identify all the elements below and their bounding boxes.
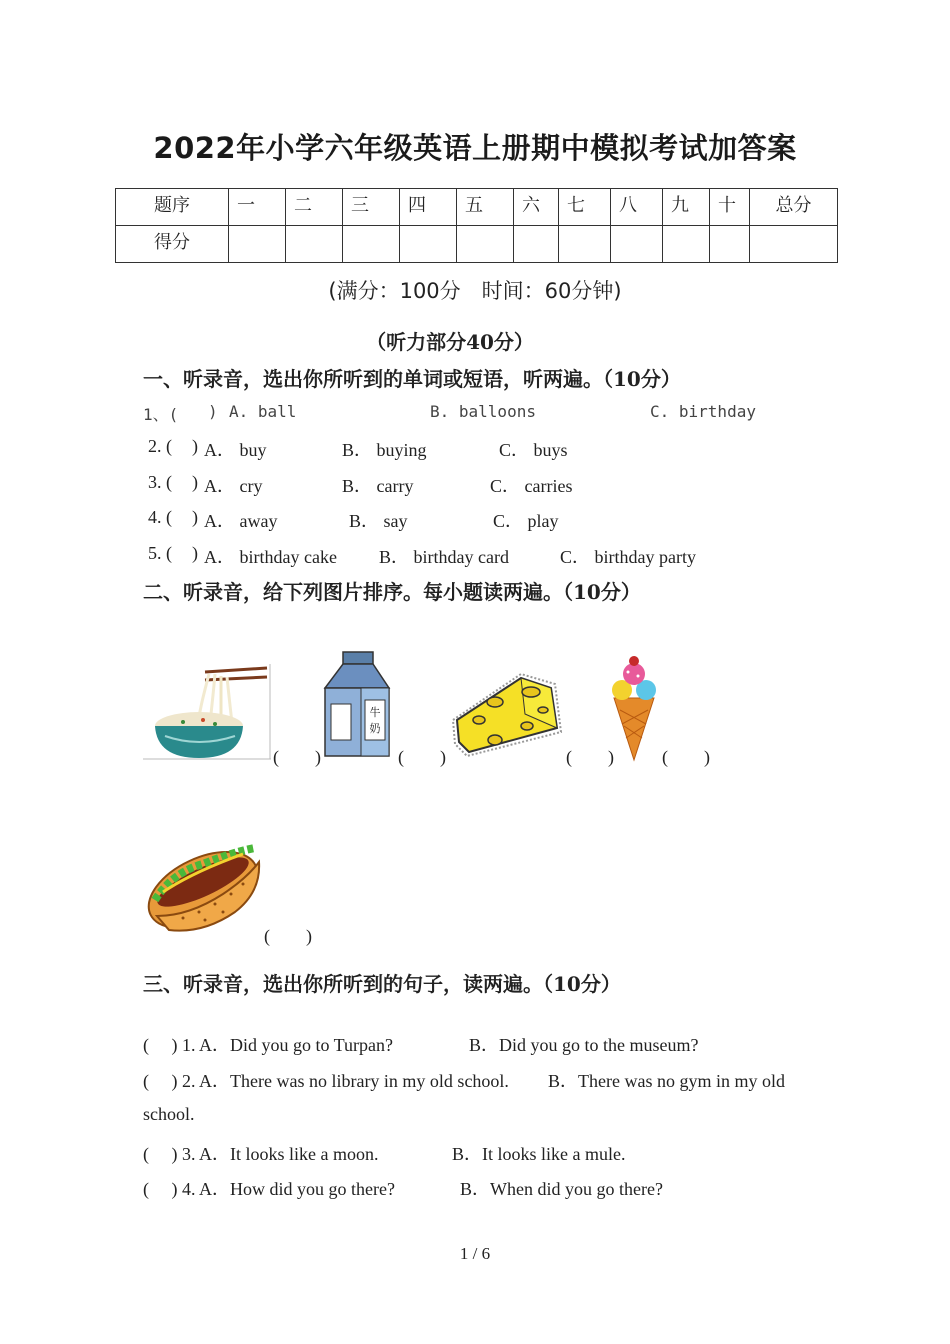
score-cell[interactable] xyxy=(286,226,343,263)
question-num: 5. ( xyxy=(148,543,172,563)
option-b: B． say xyxy=(349,511,408,531)
sentence-option-b: B．Did you go to the museum? xyxy=(469,1035,699,1055)
option-c: C． birthday party xyxy=(560,547,696,567)
answer-blank-5[interactable]: ( ) xyxy=(264,926,312,946)
score-cell[interactable] xyxy=(559,226,611,263)
option-c: C. birthday xyxy=(650,402,756,421)
score-table-col: 一 xyxy=(229,189,286,226)
score-cell[interactable] xyxy=(343,226,400,263)
score-cell[interactable] xyxy=(457,226,514,263)
cheese-picture xyxy=(443,668,567,760)
question-close: ) xyxy=(192,507,198,527)
score-cell[interactable] xyxy=(663,226,710,263)
score-table-col: 五 xyxy=(457,189,514,226)
option-b: B． buying xyxy=(342,440,427,460)
answer-blank-4[interactable]: ( ) xyxy=(662,747,710,767)
question-num: 3. ( xyxy=(148,472,172,492)
listening-part-label: （听力部分40分） xyxy=(366,330,534,354)
score-table-col: 四 xyxy=(400,189,457,226)
answer-blank-1[interactable]: ( ) xyxy=(273,747,321,767)
score-table-col: 十 xyxy=(710,189,750,226)
score-table-col: 九 xyxy=(663,189,710,226)
score-table-col: 六 xyxy=(514,189,559,226)
score-table-header-row xyxy=(116,189,838,226)
score-table-total-label: 总分 xyxy=(750,189,838,226)
score-table-header-label: 题序 xyxy=(116,189,229,226)
score-cell[interactable] xyxy=(710,226,750,263)
question-num: 2. ( xyxy=(148,436,172,456)
score-table-col: 三 xyxy=(343,189,400,226)
option-b: B. balloons xyxy=(430,402,536,421)
score-cell[interactable] xyxy=(514,226,559,263)
score-cell-total[interactable] xyxy=(750,226,838,263)
option-c: C． play xyxy=(493,511,559,531)
score-cell[interactable] xyxy=(400,226,457,263)
score-table xyxy=(115,188,838,263)
sentence-option-b: B．It looks like a mule. xyxy=(452,1144,626,1164)
question-close: ) xyxy=(192,472,198,492)
hot-dog-picture xyxy=(143,832,265,940)
sentence-item-2-continued: school. xyxy=(143,1104,195,1124)
milk-label-2: 奶 xyxy=(369,722,381,735)
ice-cream-picture xyxy=(606,652,662,762)
milk-picture xyxy=(321,650,393,760)
sentence-option-a: ( ) 1. A．Did you go to Turpan? xyxy=(143,1035,394,1055)
question-num: 4. ( xyxy=(148,507,172,527)
score-table-row-label: 得分 xyxy=(116,226,229,263)
score-cell[interactable] xyxy=(611,226,663,263)
question-num: 1、( xyxy=(143,405,179,424)
sentence-option-a: ( ) 4. A．How did you go there? xyxy=(143,1179,395,1199)
section2-heading: 二、听录音，给下列图片排序。每小题读两遍。（10分） xyxy=(143,580,641,604)
section3-heading: 三、听录音，选出你所听到的句子，读两遍。（10分） xyxy=(143,972,621,996)
question-close: ) xyxy=(192,543,198,563)
section1-heading: 一、听录音，选出你所听到的单词或短语，听两遍。（10分） xyxy=(143,367,681,391)
option-a: A． birthday cake xyxy=(204,547,337,567)
page-title: 2022年小学六年级英语上册期中模拟考试加答案 xyxy=(153,131,797,165)
option-c: C． buys xyxy=(499,440,568,460)
question-close: ) xyxy=(192,436,198,456)
answer-blank-2[interactable]: ( ) xyxy=(398,747,446,767)
score-table-col: 二 xyxy=(286,189,343,226)
option-a: A. ball xyxy=(229,402,297,421)
score-table-score-row xyxy=(116,226,838,263)
milk-label-1: 牛 xyxy=(369,706,381,719)
page-number: 1 / 6 xyxy=(459,1244,491,1263)
question-close: ) xyxy=(208,402,218,421)
option-a: A． cry xyxy=(204,476,263,496)
score-cell[interactable] xyxy=(229,226,286,263)
sentence-option-b: B．When did you go there? xyxy=(460,1179,663,1199)
sentence-option-b: B．There was no gym in my old xyxy=(548,1071,785,1091)
sentence-option-a: ( ) 3. A．It looks like a moon. xyxy=(143,1144,379,1164)
option-b: B． carry xyxy=(342,476,414,496)
score-table-col: 八 xyxy=(611,189,663,226)
score-table-col: 七 xyxy=(559,189,611,226)
noodles-picture xyxy=(143,662,271,760)
answer-blank-3[interactable]: ( ) xyxy=(566,747,614,767)
option-c: C． carries xyxy=(490,476,573,496)
option-a: A． buy xyxy=(204,440,267,460)
option-b: B． birthday card xyxy=(379,547,509,567)
exam-meta: (满分：100分 时间：60分钟) xyxy=(328,279,622,303)
sentence-option-a: ( ) 2. A．There was no library in my old school. xyxy=(143,1071,509,1091)
option-a: A． away xyxy=(204,511,278,531)
